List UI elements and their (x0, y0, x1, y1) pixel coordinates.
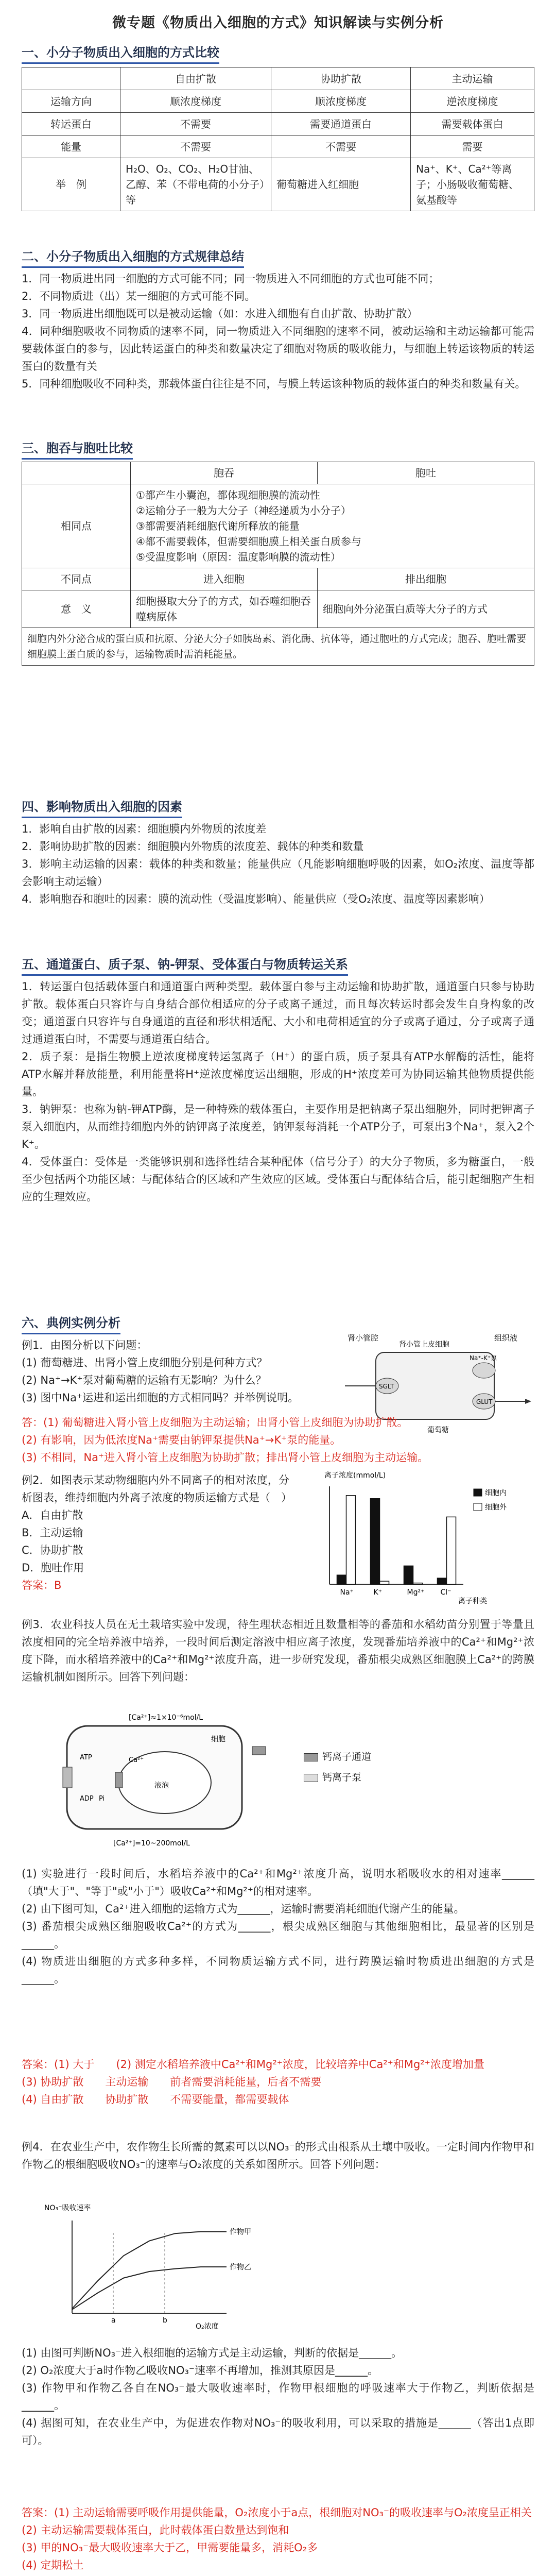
example4-answers (22, 2504, 534, 2574)
paragraph: 1．转运蛋白包括载体蛋白和通道蛋白两种类型。载体蛋白参与主动运输和协助扩散，通道蛋白只参与协助扩散。载体蛋白只容许与自身结合部位相适应的分子或离子通过，而且每次转运时都会发生自身构象的改变；通道蛋白只容许与自身通道的直径和形状相适配、大小和电荷相适宜的分子或离子通过，分子或离子通过通道蛋白时，不需要与通道蛋白结合。 (22, 980, 534, 1045)
diagram-label: Pi (99, 1795, 105, 1803)
ion-concentration-chart (304, 1468, 530, 1607)
series-line-作物乙 (72, 2267, 227, 2310)
arrow-head (525, 1399, 531, 1404)
annotation-label: a (111, 2316, 116, 2325)
paragraph: 4．影响胞吞和胞吐的因素：膜的流动性（受温度影响）、能量供应（受O₂浓度、温度等因素影响） (22, 893, 490, 905)
document-title: 微专题《物质出入细胞的方式》知识解读与实例分析 (112, 15, 444, 31)
diagram-label: 细胞 (211, 1735, 225, 1743)
diagram-label: 葡萄糖 (427, 1426, 449, 1434)
diagram-label: [Ca²⁺]=10~200mol/L (113, 1839, 190, 1848)
section6-heading: 六、典例实例分析 (22, 1313, 120, 1334)
paragraph: 2．质子泵：是指生物膜上逆浓度梯度转运氢离子（H⁺）的蛋白质，质子泵具有ATP水解酶的活性，能将ATP水解并释放能量，利用能量将H⁺逆浓度梯度运出细胞，形成的H⁺浓度差可为协同运输其他物质提供能量。 (22, 1050, 534, 1098)
paragraph: 例4．在农业生产中，农作物生长所需的氮素可以以NO₃⁻的形式由根系从土壤中吸收。一定时间内作物甲和作物乙的根细胞吸收NO₃⁻的速率与O₂浓度的关系如图所示。回答下列问题： (22, 2141, 534, 2171)
calcium-transport-diagram (51, 1710, 288, 1855)
paragraph: 3．钠钾泵：也称为钠-钾ATP酶，是一种特殊的载体蛋白，主要作用是把钠离子泵出细胞外，同时把钾离子泵入细胞内，从而维持细胞内外的钠钾离子浓度差，钠钾泵每消耗一个ATP分子，可泵出3个Na⁺，泵入2个K⁺。 (22, 1103, 534, 1150)
list-item: ④都不需要载体，但需要细胞膜上相关蛋白质参与 (136, 535, 361, 548)
paragraph: 例1．由图分析以下问题： (22, 1339, 148, 1351)
row-label: 能量 (22, 135, 120, 158)
paragraph: (4) 据图可知，在农业生产中，为促进农作物对NO₃⁻的吸收利用，可以采取的措施是______（答出1点即可）。 (22, 2417, 534, 2447)
table-header-cell: 自由扩散 (120, 67, 271, 90)
table-cell: 不需要 (120, 113, 271, 135)
table-cell: 需要 (411, 135, 534, 158)
legend-swatch (304, 1774, 318, 1782)
table-header-cell: 主动运输 (411, 67, 534, 90)
list-item: ①都产生小囊泡，都体现细胞膜的流动性 (136, 489, 320, 501)
calcium-channel-marker (115, 1772, 123, 1788)
bar-细胞外-K⁺ (380, 1581, 389, 1584)
row-label: 转运蛋白 (22, 113, 120, 135)
answer-text: 答：(1) 葡萄糖进入肾小管上皮细胞为主动运输；出肾小管上皮细胞为协助扩散。 (22, 1416, 408, 1429)
paragraph: (2) Na⁺→K⁺泵对葡萄糖的运输有无影响？为什么？ (22, 1374, 267, 1386)
x-tick-label: Cl⁻ (440, 1588, 451, 1597)
table-cell (131, 484, 534, 568)
legend-swatch (304, 1753, 318, 1761)
diagram-label: [Ca²⁺]≈1×10⁻⁶mol/L (129, 1714, 203, 1722)
paragraph: 3．同一物质进出细胞既可以是被动运输（如：水进入细胞有自由扩散、协助扩散） (22, 308, 418, 320)
paragraph: 2．影响协助扩散的因素：细胞膜内外物质的浓度差、载体的种类和数量 (22, 840, 364, 853)
diagram-label: ATP (80, 1754, 92, 1761)
diagram-label: 肾小管上皮细胞 (399, 1341, 449, 1349)
paragraph: 2．不同物质进（出）某一细胞的方式可能不同。 (22, 290, 256, 302)
chart-title: 离子浓度(mmol/L) (324, 1471, 386, 1480)
paragraph: 4．同种细胞吸收不同物质的速率不同，同一物质进入不同细胞的速率不同，被动运输和主动运输都可能需要载体蛋白的参与，因此转运蛋白的种类和数量决定了细胞对物质的吸收能力，与细胞上转运该物质的转运蛋白的数量有关 (22, 325, 534, 372)
row-label: 不同点 (22, 568, 131, 590)
answer-text: 答案：(1) 大于 (2) 测定水稻培养液中Ca²⁺和Mg²⁺浓度，比较培养中Ca²⁺和Mg²⁺浓度增加量 (22, 2058, 484, 2071)
table-row (22, 113, 534, 135)
option-c: C．协助扩散 (22, 1544, 83, 1556)
table-cell: 细胞向外分泌蛋白质等大分子的方式 (318, 590, 534, 628)
transport-compare-table (22, 67, 534, 211)
option-a: A．自由扩散 (22, 1509, 83, 1521)
diagram-label: 组织液 (494, 1333, 518, 1343)
table-cell: 细胞内外分泌合成的蛋白质和抗原、分泌大分子如胰岛素、消化酶、抗体等，通过胞吐的方式完成；胞吞、胞吐需要细胞膜上蛋白质的参与，运输物质时需消耗能量。 (22, 628, 534, 666)
table-row (22, 90, 534, 113)
table-cell: 需要通道蛋白 (271, 113, 411, 135)
example3-answers (22, 2056, 534, 2108)
no3-uptake-chart (41, 2200, 263, 2334)
table-row (22, 158, 534, 211)
section4-body (22, 820, 534, 908)
bar-细胞内-Na⁺ (337, 1575, 346, 1584)
section4-heading: 四、影响物质出入细胞的因素 (22, 796, 182, 818)
legend-swatch (474, 1503, 482, 1511)
table-row (22, 568, 534, 590)
table-cell: 不需要 (271, 135, 411, 158)
example2-question (22, 1471, 292, 1594)
legend-label: 钙离子通道 (322, 1751, 372, 1762)
table-cell: 顺浓度梯度 (271, 90, 411, 113)
x-axis-label: 离子种类 (458, 1597, 487, 1605)
table-header-cell (22, 67, 120, 90)
x-tick-label: Na⁺ (340, 1588, 354, 1597)
series-label: 作物甲 (230, 2228, 251, 2236)
table-row (22, 628, 534, 666)
table-header-cell: 胞吞 (131, 462, 318, 484)
paragraph: 4．受体蛋白：受体是一类能够识别和选择性结合某种配体（信号分子）的大分子物质，多为糖蛋白，一般至少包括两个功能区域：与配体结合的区域和产生效应的区域。受体蛋白与配体结合后，能引起细胞产生相应的生理效应。 (22, 1156, 534, 1203)
table-cell: 排出细胞 (318, 568, 534, 590)
legend-item (304, 1767, 371, 1788)
paragraph: 1．影响自由扩散的因素：细胞膜内外物质的浓度差 (22, 823, 267, 835)
legend-swatch (252, 1747, 266, 1755)
table-cell: Na⁺、K⁺、Ca²⁺等离子；小肠吸收葡萄糖、氨基酸等 (411, 158, 534, 211)
section5-body (22, 978, 534, 1206)
paragraph: (1) 由图可判断NO₃⁻进入根细胞的运输方式是主动运输，判断的依据是______。 (22, 2347, 403, 2359)
table-row (22, 135, 534, 158)
paragraph: 例3．农业科技人员在无土栽培实验中发现，待生理状态相近且数量相等的番茄和水稻幼苗分别置于等量且浓度相同的完全培养液中培养，一段时间后测定溶液中相应离子浓度，发现番茄培养液中的Ca²⁺和Mg²⁺浓度下降，而水稻培养液中的Ca²⁺和Mg²⁺浓度升高，进一步研究发现，番茄根尖成熟区细胞膜上Ca²⁺的跨膜运输机制如图所示。回答下列问题： (22, 1618, 534, 1683)
table-cell: 需要载体蛋白 (411, 113, 534, 135)
section2-body (22, 270, 534, 393)
option-d: D．胞吐作用 (22, 1562, 84, 1574)
example3-intro (22, 1616, 534, 1686)
table-cell: 顺浓度梯度 (120, 90, 271, 113)
diagram-label: 液泡 (154, 1782, 169, 1790)
table-header-cell: 胞吐 (318, 462, 534, 484)
list-item: ③都需要消耗细胞代谢所释放的能量 (136, 520, 300, 532)
legend-item (304, 1747, 371, 1767)
paragraph: (3) 作物甲和作物乙各自在NO₃⁻最大吸收速率时，作物甲根细胞的呼吸速率大于作物乙，判断依据是______。 (22, 2382, 534, 2412)
legend-label: 钙离子泵 (322, 1772, 362, 1783)
bar-细胞外-Cl⁻ (447, 1517, 456, 1584)
table-header-cell (22, 462, 131, 484)
row-label: 意 义 (22, 590, 131, 628)
answer-text: 答案：(1) 主动运输需要呼吸作用提供能量，O₂浓度小于a点，根细胞对NO₃⁻的吸收速率与O₂浓度呈正相关 (22, 2506, 532, 2519)
series-label: 作物乙 (230, 2263, 251, 2272)
legend-label: 细胞内 (485, 1489, 507, 1497)
table-cell: 逆浓度梯度 (411, 90, 534, 113)
example1-answers (22, 1414, 534, 1466)
list-item: ⑤受温度影响（原因：温度影响膜的流动性） (136, 551, 341, 563)
bar-细胞内-Mg²⁺ (404, 1566, 413, 1584)
calcium-pump-marker (63, 1767, 72, 1788)
row-label: 相同点 (22, 484, 131, 568)
paragraph: 1．同一物质进出同一细胞的方式可能不同；同一物质进入不同细胞的方式也可能不同； (22, 273, 440, 285)
paragraph: (3) 图中Na⁺运进和运出细胞的方式相同吗？并举例说明。 (22, 1392, 299, 1404)
paragraph: (3) 番茄根尖成熟区细胞吸收Ca²⁺的方式为______，根尖成熟区细胞与其他细胞相比，最显著的区别是______。 (22, 1920, 534, 1950)
diagram-label: ADP (80, 1795, 94, 1803)
row-label: 运输方向 (22, 90, 120, 113)
table-cell: 葡萄糖进入红细胞 (271, 158, 411, 211)
paragraph: 5．同种细胞吸收不同种类，那载体蛋白往往是不同，与膜上转运该种物质的载体蛋白的种类和数量有关。 (22, 378, 526, 390)
bar-细胞外-Na⁺ (346, 1496, 356, 1584)
annotation-label: b (163, 2316, 167, 2325)
series-line-作物甲 (72, 2232, 227, 2309)
calcium-legend (304, 1747, 371, 1788)
answer-text: (2) 有影响，因为低浓度Na⁺需要由钠钾泵提供Na⁺→K⁺泵的能量。 (22, 1434, 341, 1446)
example4-intro (22, 2138, 534, 2173)
table-cell: 细胞摄取大分子的方式，如吞噬细胞吞噬病原体 (131, 590, 318, 628)
section3-heading: 三、胞吞与胞吐比较 (22, 438, 133, 460)
row-label: 举 例 (22, 158, 120, 211)
example3-questions (22, 1865, 534, 1988)
bar-细胞内-K⁺ (371, 1499, 380, 1584)
section2-heading: 二、小分子物质出入细胞的方式规律总结 (22, 246, 244, 268)
legend-swatch (474, 1489, 482, 1496)
endo-exo-table (22, 462, 534, 666)
bar-细胞外-Mg²⁺ (413, 1583, 423, 1584)
section5-heading: 五、通道蛋白、质子泵、钠-钾泵、受体蛋白与物质转运关系 (22, 954, 348, 976)
y-axis-label: NO₃⁻吸收速率 (44, 2204, 91, 2212)
answer-text: (4) 定期松土 (22, 2559, 84, 2571)
paragraph: 3．影响主动运输的因素：载体的种类和数量；能量供应（凡能影响细胞呼吸的因素，如O₂浓度、温度等都会影响主动运输） (22, 858, 534, 888)
example4-questions (22, 2344, 534, 2449)
table-row (22, 484, 534, 568)
paragraph: (2) O₂浓度大于a时作物乙吸收NO₃⁻速率不再增加，推测其原因是______。 (22, 2364, 378, 2377)
table-header-cell: 协助扩散 (271, 67, 411, 90)
x-tick-label: K⁺ (373, 1588, 383, 1597)
answer-text: (3) 不相同，Na⁺进入肾小管上皮细胞为协助扩散；排出肾小管上皮细胞为主动运输。 (22, 1451, 429, 1464)
answer-text: (4) 自由扩散 协助扩散 不需要能量，都需要载体 (22, 2093, 289, 2106)
answer-text: 答案：B (22, 1579, 62, 1591)
table-cell: 进入细胞 (131, 568, 318, 590)
answer-text: (3) 协助扩散 主动运输 前者需要消耗能量，后者不需要 (22, 2076, 322, 2088)
diagram-label: Na⁺-K⁺泵 (470, 1354, 497, 1362)
paragraph: 例2．如图表示某动物细胞内外不同离子的相对浓度，分析图表，维持细胞内外离子浓度的物质运输方式是（ ） (22, 1474, 292, 1504)
x-axis-label: O₂浓度 (196, 2323, 219, 2331)
diagram-label: SGLT (379, 1383, 394, 1390)
bar-细胞内-Cl⁻ (438, 1578, 447, 1584)
example1-questions (22, 1336, 331, 1406)
na-k-pump (473, 1363, 495, 1378)
x-tick-label: Mg²⁺ (407, 1588, 425, 1597)
answer-text: (2) 主动运输需要载体蛋白，此时载体蛋白数量达到饱和 (22, 2524, 289, 2536)
diagram-label: Ca²⁺ (129, 1756, 144, 1764)
table-cell: H₂O、O₂、CO₂、H₂O甘油、乙醇、苯（不带电荷的小分子）等 (120, 158, 271, 211)
table-row (22, 590, 534, 628)
legend-label: 细胞外 (485, 1503, 507, 1512)
option-b: B．主动运输 (22, 1527, 83, 1539)
list-item: ②运输分子一般为大分子（神经递质为小分子） (136, 504, 351, 517)
diagram-label: GLUT (476, 1398, 493, 1405)
table-cell: 不需要 (120, 135, 271, 158)
paragraph: (1) 实验进行一段时间后，水稻培养液中的Ca²⁺和Mg²⁺浓度升高，说明水稻吸收水的相对速率______（填"大于"、"等于"或"小于"）吸收Ca²⁺和Mg²⁺的相对速率。 (22, 1868, 534, 1897)
answer-text: (3) 甲的NO₃⁻最大吸收速率大于乙，甲需要能量多，消耗O₂多 (22, 2541, 318, 2554)
section1-heading: 一、小分子物质出入细胞的方式比较 (22, 42, 219, 64)
paragraph: (1) 葡萄糖进、出肾小管上皮细胞分别是何种方式？ (22, 1357, 268, 1369)
paragraph: (2) 由下图可知，Ca²⁺进入细胞的运输方式为______，运输时需要消耗细胞代谢产生的能量。 (22, 1903, 465, 1915)
paragraph: (4) 物质进出细胞的方式多种多样，不同物质运输方式不同，进行跨膜运输时物质进出细胞的方式是______。 (22, 1955, 534, 1985)
diagram-label: 肾小管腔 (348, 1333, 379, 1343)
